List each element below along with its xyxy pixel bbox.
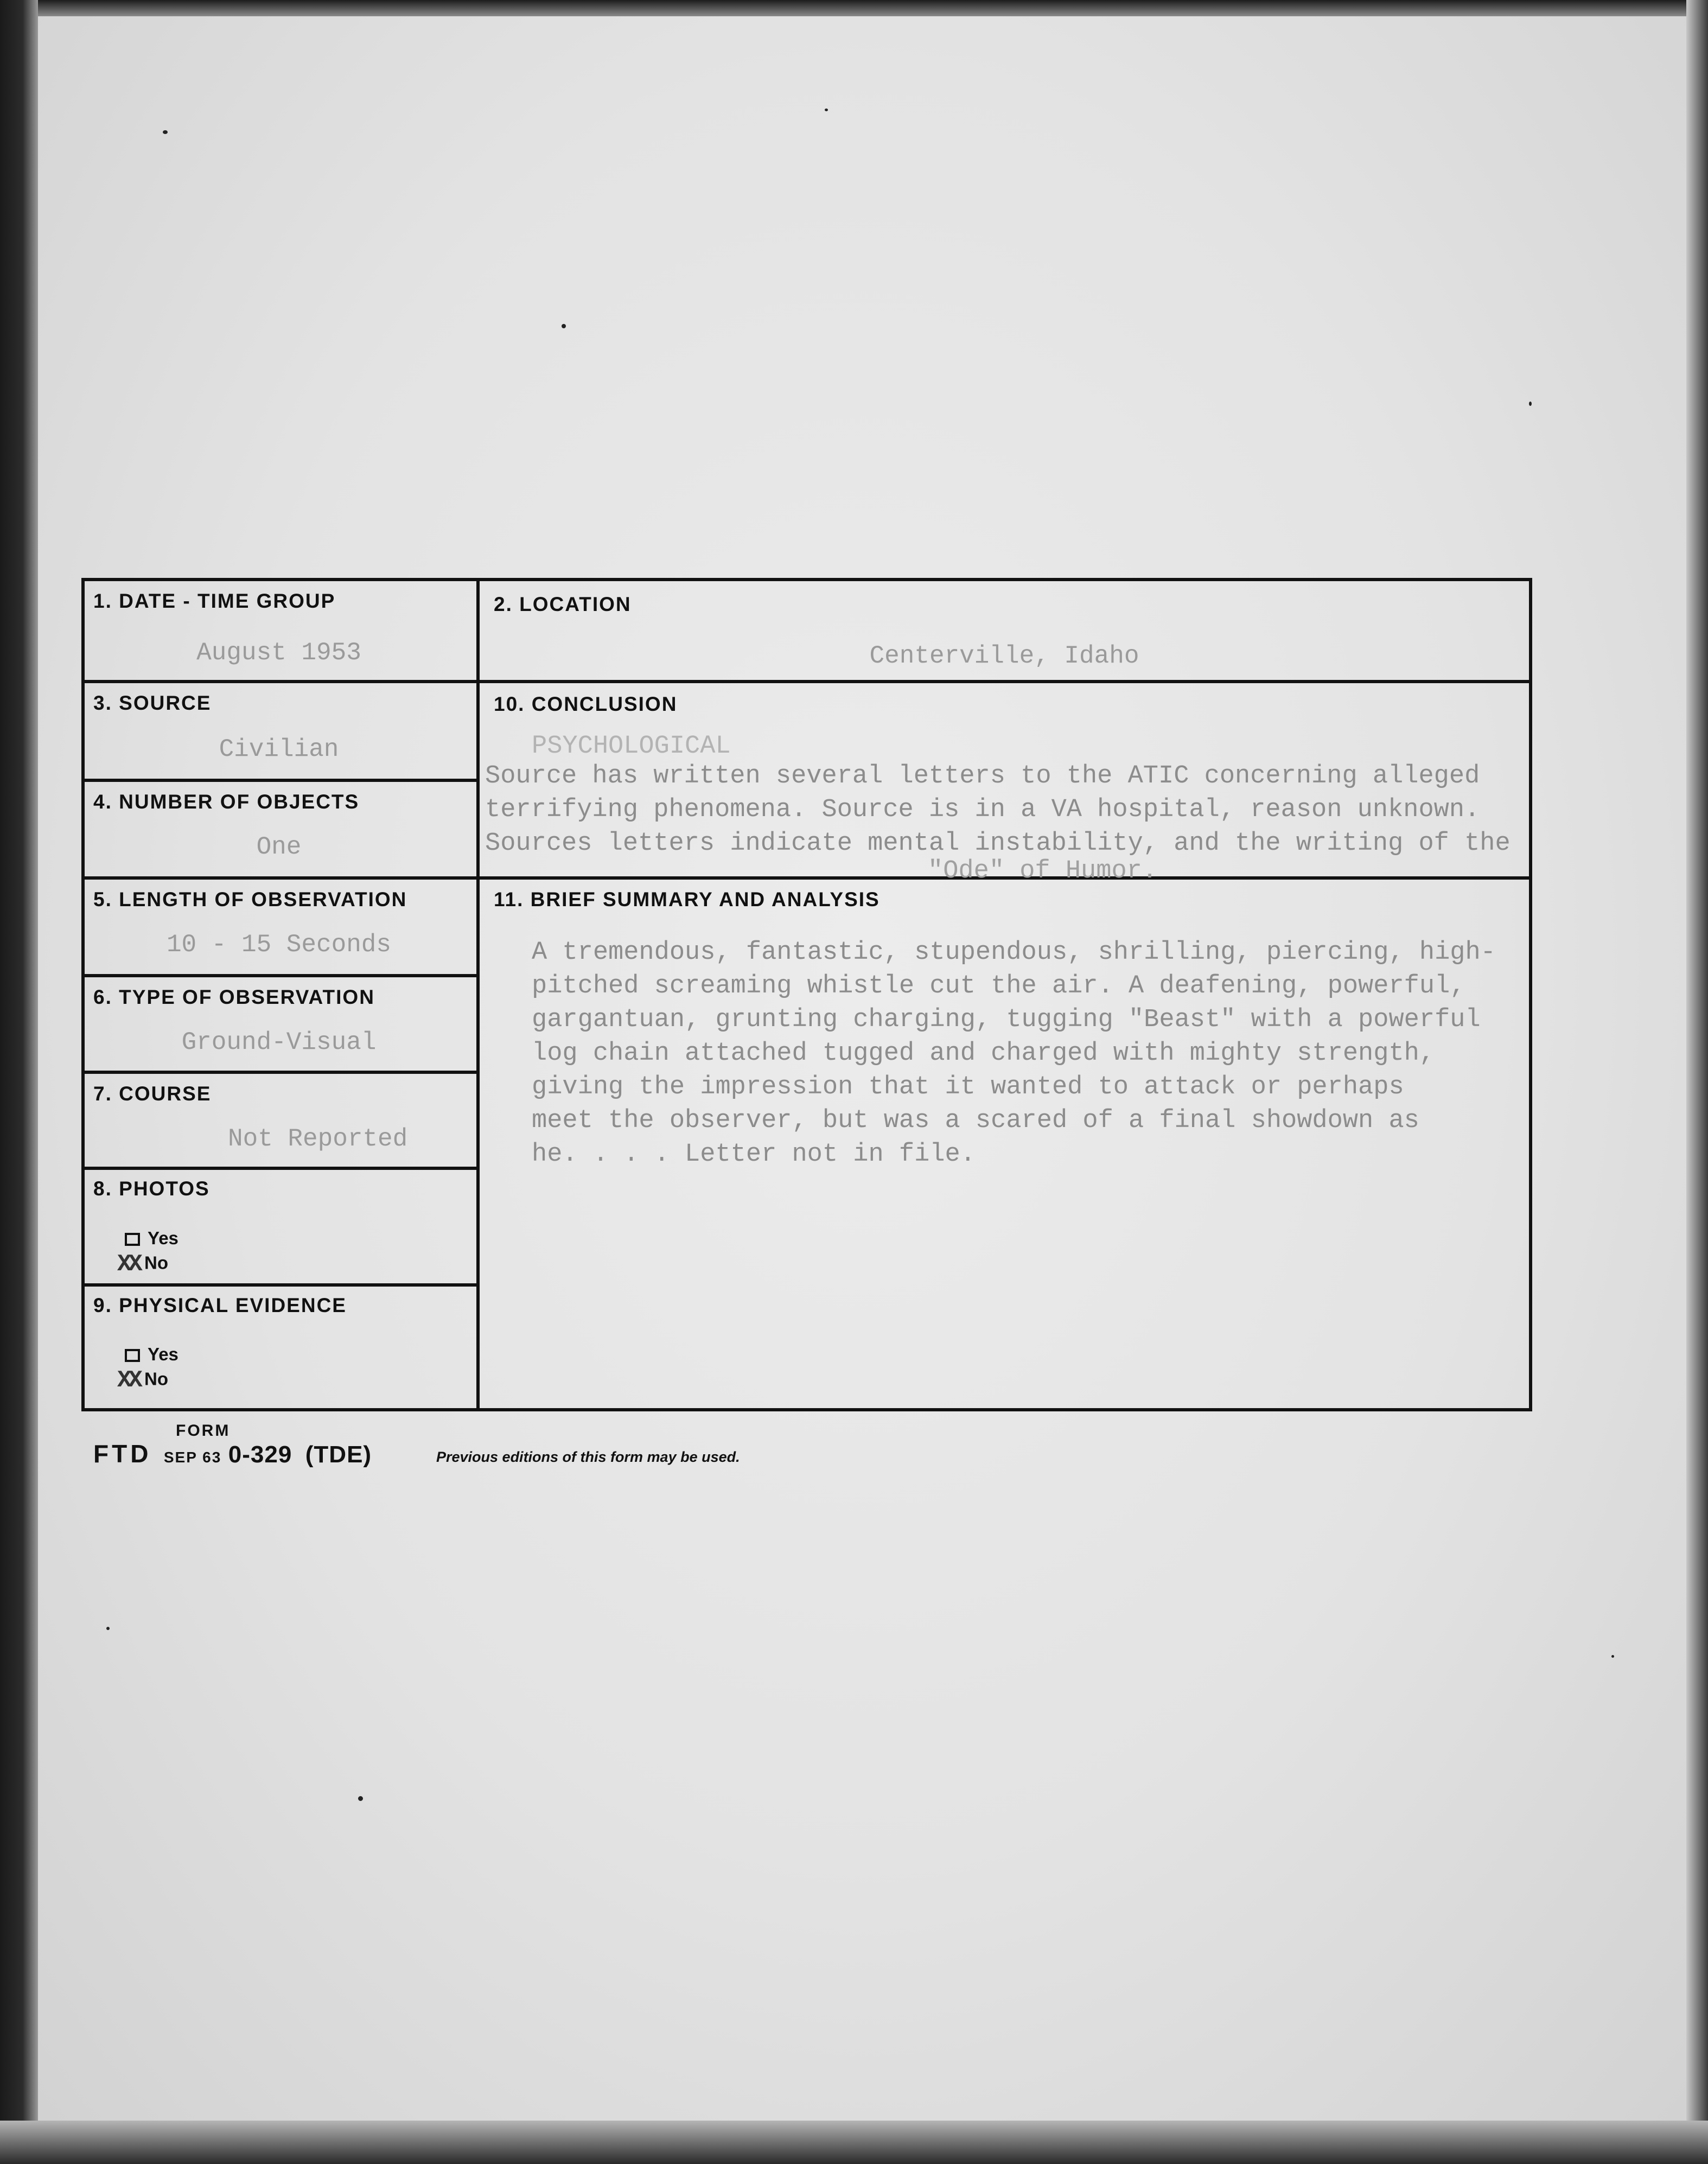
- location-value: Centerville, Idaho: [869, 642, 1139, 670]
- photos-label: 8. PHOTOS: [93, 1178, 210, 1200]
- conclusion-heading: PSYCHOLOGICAL: [532, 732, 731, 761]
- date-time-group-label: 1. DATE - TIME GROUP: [93, 590, 336, 612]
- physical-evidence-yes-option: [125, 1344, 179, 1365]
- type-of-observation-value: Ground-Visual: [181, 1028, 377, 1056]
- scan-border-bottom: [0, 2121, 1708, 2164]
- footer-date-code: SEP 63: [163, 1449, 222, 1466]
- physical-evidence-no-option: [117, 1367, 168, 1394]
- summary-line: giving the impression that it wanted to attack or perhaps: [532, 1073, 1404, 1102]
- conclusion-line: Sources letters indicate mental instability, and the writing of the: [485, 829, 1511, 858]
- dust-speck: [1529, 402, 1532, 406]
- type-of-observation-label: 6. TYPE OF OBSERVATION: [93, 986, 375, 1008]
- physical-evidence-no-label: No: [144, 1369, 168, 1389]
- summary-line: log chain attached tugged and charged with mighty strength,: [532, 1039, 1435, 1068]
- physical-evidence-no-checked-mark: XX: [117, 1367, 139, 1394]
- summary-label: 11. BRIEF SUMMARY AND ANALYSIS: [494, 888, 880, 911]
- physical-evidence-yes-checkbox: [125, 1349, 140, 1362]
- photos-no-label: No: [144, 1252, 168, 1273]
- scan-border-top: [0, 0, 1708, 16]
- length-of-observation-value: 10 - 15 Seconds: [166, 931, 392, 959]
- summary-line: gargantuan, grunting charging, tugging "Beast" with a powerful: [532, 1005, 1481, 1034]
- dust-speck: [163, 130, 168, 134]
- summary-line: he. . . . Letter not in file.: [532, 1140, 976, 1169]
- footer-form-id: [93, 1439, 372, 1468]
- source-label: 3. SOURCE: [93, 692, 212, 714]
- summary-line: meet the observer, but was a scared of a final showdown as: [532, 1106, 1419, 1135]
- length-of-observation-label: 5. LENGTH OF OBSERVATION: [93, 888, 407, 911]
- scan-border-left: [0, 0, 38, 2164]
- photos-no-checked-mark: XX: [117, 1251, 139, 1278]
- row-divider: [81, 1283, 480, 1287]
- course-label: 7. COURSE: [93, 1083, 212, 1105]
- course-value: Not Reported: [228, 1125, 408, 1153]
- footer-form-word: FORM: [176, 1422, 231, 1440]
- footer-form-number: 0-329: [228, 1441, 292, 1468]
- photos-yes-option: [125, 1228, 179, 1249]
- source-value: Civilian: [219, 735, 339, 763]
- conclusion-label: 10. CONCLUSION: [494, 693, 678, 715]
- physical-evidence-label: 9. PHYSICAL EVIDENCE: [93, 1294, 347, 1316]
- summary-line: A tremendous, fantastic, stupendous, shrilling, piercing, high-: [532, 938, 1496, 967]
- photos-yes-label: Yes: [148, 1228, 179, 1248]
- row-divider: [81, 680, 1529, 683]
- footer-office: (TDE): [305, 1441, 372, 1468]
- photos-no-option: [117, 1251, 168, 1278]
- ufo-report-form: [81, 578, 1529, 1408]
- scan-border-right: [1686, 0, 1708, 2164]
- summary-line: pitched screaming whistle cut the air. A deafening, powerful,: [532, 972, 1465, 1001]
- dust-speck: [562, 324, 566, 328]
- dust-speck: [1611, 1655, 1614, 1658]
- footer-agency: FTD: [93, 1440, 152, 1468]
- row-divider: [81, 1167, 480, 1170]
- physical-evidence-yes-label: Yes: [148, 1344, 179, 1364]
- row-divider: [81, 974, 480, 977]
- row-divider: [81, 1071, 480, 1074]
- row-divider: [81, 876, 1529, 880]
- conclusion-line: Source has written several letters to the ATIC concerning alleged: [485, 762, 1480, 791]
- photos-yes-checkbox: [125, 1233, 140, 1246]
- row-divider: [81, 779, 480, 782]
- number-of-objects-label: 4. NUMBER OF OBJECTS: [93, 791, 360, 813]
- conclusion-line: terrifying phenomena. Source is in a VA hospital, reason unknown.: [485, 795, 1480, 824]
- date-time-group-value: August 1953: [196, 639, 361, 667]
- conclusion-line: "Ode" of Humor.: [928, 857, 1158, 886]
- dust-speck: [825, 109, 828, 111]
- number-of-objects-value: One: [256, 833, 302, 861]
- dust-speck: [358, 1796, 363, 1801]
- dust-speck: [106, 1627, 110, 1630]
- footer-note: Previous editions of this form may be used.: [436, 1449, 740, 1465]
- location-label: 2. LOCATION: [494, 593, 632, 615]
